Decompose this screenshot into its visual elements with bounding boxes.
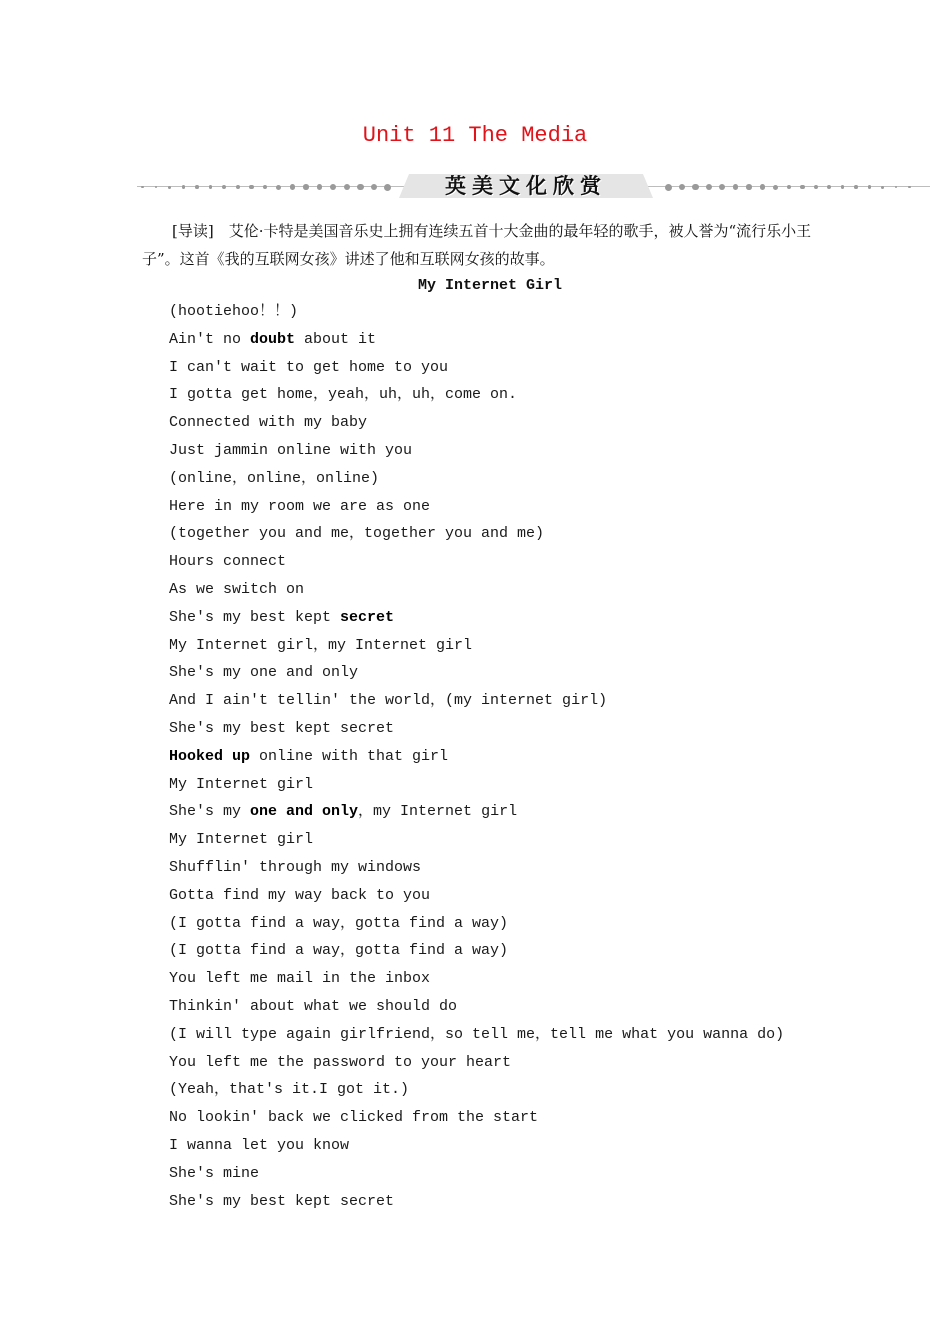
- lyric-line: [169, 1076, 784, 1104]
- lyric-text: (I will type again girlfriend，so tell me，tell me what you wanna do): [169, 1025, 785, 1043]
- banner-dot: [236, 185, 240, 189]
- lyric-line: [169, 381, 784, 409]
- banner-dot: [827, 185, 831, 189]
- banner-dot: [141, 186, 144, 189]
- banner-dot: [800, 185, 805, 190]
- lyric-line: [169, 409, 784, 437]
- lyric-line: [169, 632, 784, 660]
- lyric-line: [169, 798, 784, 826]
- banner-dot: [881, 186, 884, 189]
- lyric-text: She's my best kept secret: [169, 719, 395, 737]
- lyric-line: [169, 965, 784, 993]
- song-title: My Internet Girl: [417, 277, 563, 294]
- lyric-line: [169, 1188, 784, 1216]
- lyric-line: [169, 993, 784, 1021]
- lyric-text: You left me the password to your heart: [169, 1053, 512, 1071]
- lyric-text: (I gotta find a way，gotta find a way): [169, 914, 509, 932]
- lyric-line: [169, 465, 784, 493]
- banner-dot: [155, 186, 158, 189]
- banner-dot: [895, 186, 898, 189]
- unit-title: Unit 11 The Media: [362, 123, 588, 148]
- lyric-line: [169, 826, 784, 854]
- highlighted-word: one and only: [250, 803, 359, 821]
- section-banner: [137, 174, 930, 198]
- highlighted-word: secret: [340, 608, 395, 626]
- banner-dot: [168, 186, 171, 189]
- lyric-text: She's my one and only: [169, 664, 359, 682]
- lyric-text: She's mine: [169, 1164, 260, 1182]
- lyric-text: I gotta get home，yeah，uh，uh，come on.: [169, 386, 518, 404]
- lyric-text: She's my: [169, 803, 251, 821]
- lyric-text: I can't wait to get home to you: [169, 358, 449, 376]
- lyric-text: Ain't no: [169, 330, 251, 348]
- lyric-text: My Internet girl: [169, 831, 314, 849]
- lyric-text: She's my best kept secret: [169, 1192, 395, 1210]
- banner-dot: [679, 184, 686, 191]
- lyric-text: No lookin' back we clicked from the start: [169, 1109, 539, 1127]
- lyric-line: [169, 493, 784, 521]
- highlighted-word: Hooked up: [169, 747, 251, 765]
- lyric-text: Thinkin' about what we should do: [169, 997, 458, 1015]
- banner-dot: [263, 185, 268, 190]
- banner-dot: [908, 186, 911, 189]
- lyric-line: [169, 882, 784, 910]
- lyric-text: (I gotta find a way，gotta find a way): [169, 942, 509, 960]
- banner-dot: [854, 185, 858, 189]
- banner-dot: [209, 185, 213, 189]
- lyric-line: [169, 743, 784, 771]
- banner-dot: [317, 184, 323, 190]
- banner-dot: [706, 184, 712, 190]
- banner-dot: [357, 184, 364, 191]
- lyric-text: Connected with my baby: [169, 414, 368, 432]
- banner-dot: [384, 184, 391, 191]
- lyric-line: [169, 1049, 784, 1077]
- lyric-text: Here in my room we are as one: [169, 497, 431, 515]
- banner-dot: [182, 185, 185, 188]
- lyric-line: [169, 1160, 784, 1188]
- lyric-text: (hootiehoo！！): [169, 303, 299, 320]
- lyric-text: ，my Internet girl: [358, 803, 518, 821]
- lyric-line: [169, 437, 784, 465]
- lyric-text: (online，online，online): [169, 469, 380, 487]
- lyric-text: online with that girl: [250, 747, 449, 765]
- banner-dot: [760, 184, 765, 189]
- banner-dot: [303, 184, 309, 190]
- banner-dots-left: [141, 182, 398, 192]
- banner-dot: [773, 185, 778, 190]
- lyric-line: [169, 771, 784, 799]
- banner-dot: [746, 184, 752, 190]
- lyric-text: Hours connect: [169, 553, 287, 571]
- lyric-text: As we switch on: [169, 580, 305, 598]
- banner-dot: [222, 185, 226, 189]
- lyric-line: [169, 687, 784, 715]
- lyric-line: [169, 576, 784, 604]
- banner-dot: [665, 184, 672, 191]
- lyric-line: [169, 937, 784, 965]
- lyric-line: [169, 1021, 784, 1049]
- intro-paragraph: [导读] 艾伦·卡特是美国音乐史上拥有连续五首十大金曲的最年轻的歌手，被人誉为“流行乐小王子”。这首《我的互联网女孩》讲述了他和互联网女孩的故事。: [142, 222, 812, 268]
- lyric-text: I wanna let you know: [169, 1136, 350, 1154]
- banner-dot: [692, 184, 699, 191]
- lyric-line: [169, 910, 784, 938]
- lyric-text: And I ain't tellin' the world，(my internet girl): [169, 692, 608, 710]
- lyric-text: (together you and me，together you and me): [169, 525, 545, 543]
- lyric-text: You left me mail in the inbox: [169, 970, 431, 988]
- banner-dot: [814, 185, 818, 189]
- lyric-line: [169, 1132, 784, 1160]
- lyric-text: (Yeah，that's it.I got it.): [169, 1081, 410, 1099]
- banner-dot: [841, 185, 845, 189]
- lyric-line: [169, 854, 784, 882]
- banner-dot: [195, 185, 199, 189]
- banner-dot: [344, 184, 350, 190]
- banner-dots-right: [665, 182, 922, 192]
- banner-dot: [330, 184, 336, 190]
- lyric-line: [169, 548, 784, 576]
- lyric-text: Just jammin online with you: [169, 441, 413, 459]
- lyric-text: My Internet girl，my Internet girl: [169, 636, 473, 654]
- lyric-line: [169, 520, 784, 548]
- lyric-line: [169, 298, 784, 326]
- banner-dot: [290, 184, 295, 189]
- lyrics-list: [169, 298, 784, 1215]
- lyric-line: [169, 715, 784, 743]
- lyric-text: about it: [295, 330, 377, 348]
- banner-dot: [787, 185, 792, 190]
- lyric-text: Gotta find my way back to you: [169, 886, 431, 904]
- lyric-line: [169, 1104, 784, 1132]
- lyric-line: [169, 659, 784, 687]
- lyric-line: [169, 354, 784, 382]
- banner-dot: [249, 185, 254, 190]
- lyric-line: [169, 604, 784, 632]
- banner-dot: [276, 185, 281, 190]
- lyric-text: My Internet girl: [169, 775, 314, 793]
- banner-label: 英美文化欣赏: [445, 174, 607, 198]
- highlighted-word: doubt: [250, 330, 296, 348]
- lyric-text: She's my best kept: [169, 608, 341, 626]
- lyric-text: Shufflin' through my windows: [169, 858, 422, 876]
- banner-dot: [719, 184, 725, 190]
- banner-dot: [371, 184, 378, 191]
- banner-dot: [733, 184, 739, 190]
- banner-dot: [868, 185, 871, 188]
- lyric-line: [169, 326, 784, 354]
